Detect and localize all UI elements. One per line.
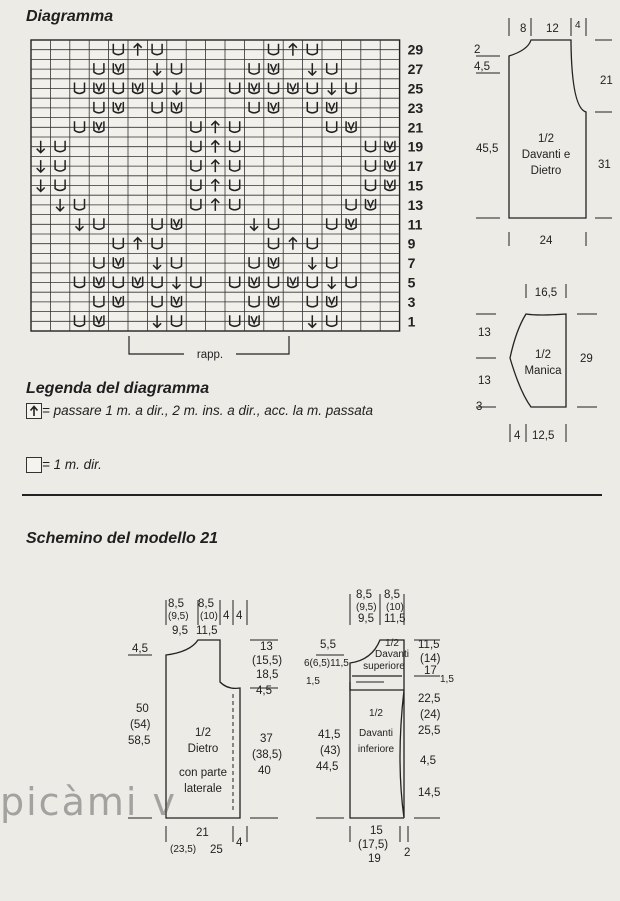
front-bottom1: 15 [370,825,383,837]
back-left-top: 4,5 [132,643,148,655]
legend-title: Legenda del diagramma [26,380,210,397]
front-lower-line2: Davanti [359,728,393,739]
front-upper-line3: superiore [363,661,405,672]
body-top-label-2: 12 [546,23,559,35]
row-number-label: 1 [407,313,416,330]
row-number-label: 29 [407,41,424,58]
row-number-label: 23 [407,99,424,116]
back-right-a1: 13 [260,641,273,653]
front-right-d: 4,5 [420,755,436,767]
back-right-c2: (38,5) [252,749,283,761]
front-right-c1: 22,5 [418,693,441,705]
front-bottom4: 2 [404,847,411,859]
front-top-b3: 11,5 [384,613,406,625]
front-left-c: 1,5 [306,676,320,687]
sleeve-name-line2: Manica [524,365,562,377]
legend-arrow-text: = passare 1 m. a dir., 2 m. ins. a dir., acc. la m. passata [42,403,374,418]
front-upper-line2: Davanti [375,649,409,660]
sleeve-left2: 13 [478,375,491,387]
legend-box-text: = 1 m. dir. [42,457,102,472]
body-left-top1: 2 [474,44,481,56]
row-number-label: 13 [407,196,424,213]
front-right-a2: (14) [420,653,441,665]
back-right-c3: 40 [258,765,271,777]
front-top-a3: 9,5 [358,613,374,625]
row-number-label: 21 [407,119,424,136]
body-bottom: 24 [539,235,553,247]
front-lower-line1: 1/2 [369,708,383,719]
body-top-label-1: 8 [520,23,527,35]
back-name-line2: Dietro [187,743,219,755]
row-number-label: 5 [407,274,416,291]
body-name-line1: 1/2 [538,133,554,145]
body-right-top: 21 [600,75,613,87]
front-top-b1: 8,5 [384,589,400,601]
body-half-outline [509,40,586,218]
sleeve-bottom1: 4 [514,430,521,442]
row-number-label: 17 [407,158,424,175]
front-top-b2: (10) [386,602,404,613]
back-top-b3: 11,5 [196,625,218,637]
row-number-label: 11 [407,216,423,233]
back-right-a3: 18,5 [256,669,279,681]
body-top-label-3: 4 [575,20,581,31]
body-name-line2: Davanti e [521,149,571,161]
back-top-b2: (10) [200,611,218,622]
back-top-a3: 9,5 [172,625,188,637]
front-top-a1: 8,5 [356,589,372,601]
front-lower-line3: inferiore [357,744,395,755]
body-name-line3: Dietro [530,165,562,177]
sleeve-right: 29 [580,353,593,365]
back-left-main2: (54) [130,719,151,731]
back-top-c: 4 [223,610,230,622]
back-bottom1: 21 [196,827,209,839]
diagram-title: Diagramma [26,8,114,25]
sleeve-top: 16,5 [534,287,558,299]
front-right-e: 14,5 [418,787,441,799]
watermark: picàmi v [0,780,177,824]
back-bottom2: (23,5) [170,844,197,855]
body-right-main: 31 [598,159,611,171]
back-right-b: 4,5 [256,685,272,697]
sleeve-bottom2: 12,5 [532,430,555,442]
back-top-a1: 8,5 [168,598,184,610]
sleeve-name-line1: 1/2 [535,349,551,361]
front-right-c3: 25,5 [418,725,441,737]
row-number-label: 15 [407,177,424,194]
row-number-label: 25 [407,80,424,97]
front-right-a3: 17 [424,665,437,677]
back-top-a2: (9,5) [168,611,189,622]
front-left-main3: 44,5 [316,761,339,773]
back-top-b1: 8,5 [198,598,214,610]
front-right-b: 1,5 [440,674,454,685]
back-name-line3: con parte [179,767,227,779]
front-right-a1: 11,5 [418,639,440,651]
back-right-a2: (15,5) [252,655,283,667]
row-number-label: 3 [407,293,416,310]
back-name-line1: 1/2 [195,727,211,739]
sleeve-left3: 3 [476,401,483,413]
row-number-label: 19 [407,138,424,155]
back-right-c1: 37 [260,733,273,745]
row-number-label: 9 [407,235,416,252]
back-bottom3: 25 [210,844,223,856]
front-upper-line1: 1/2 [385,638,399,649]
back-name-line4: laterale [184,783,222,795]
repeat-label: rapp. [196,349,224,361]
body-left-top2: 4,5 [474,61,490,73]
back-top-d: 4 [236,610,243,622]
scheme-title: Schemino del modello 21 [26,530,219,547]
row-number-label: 27 [407,61,424,78]
row-number-label: 7 [407,255,416,272]
front-right-c2: (24) [420,709,441,721]
back-left-main1: 50 [136,703,149,715]
front-left-main1: 41,5 [318,729,341,741]
front-bottom2: (17,5) [358,839,389,851]
front-left-b: 6(6,5)11,5 [304,658,349,669]
back-left-main3: 58,5 [128,735,151,747]
sleeve-left1: 13 [478,327,491,339]
front-left-main2: (43) [320,745,341,757]
body-left-main: 45,5 [476,143,499,155]
front-left-a: 5,5 [320,639,336,651]
front-bottom3: 19 [368,853,381,865]
back-bottom4: 4 [236,837,243,849]
front-top-a2: (9,5) [356,602,377,613]
